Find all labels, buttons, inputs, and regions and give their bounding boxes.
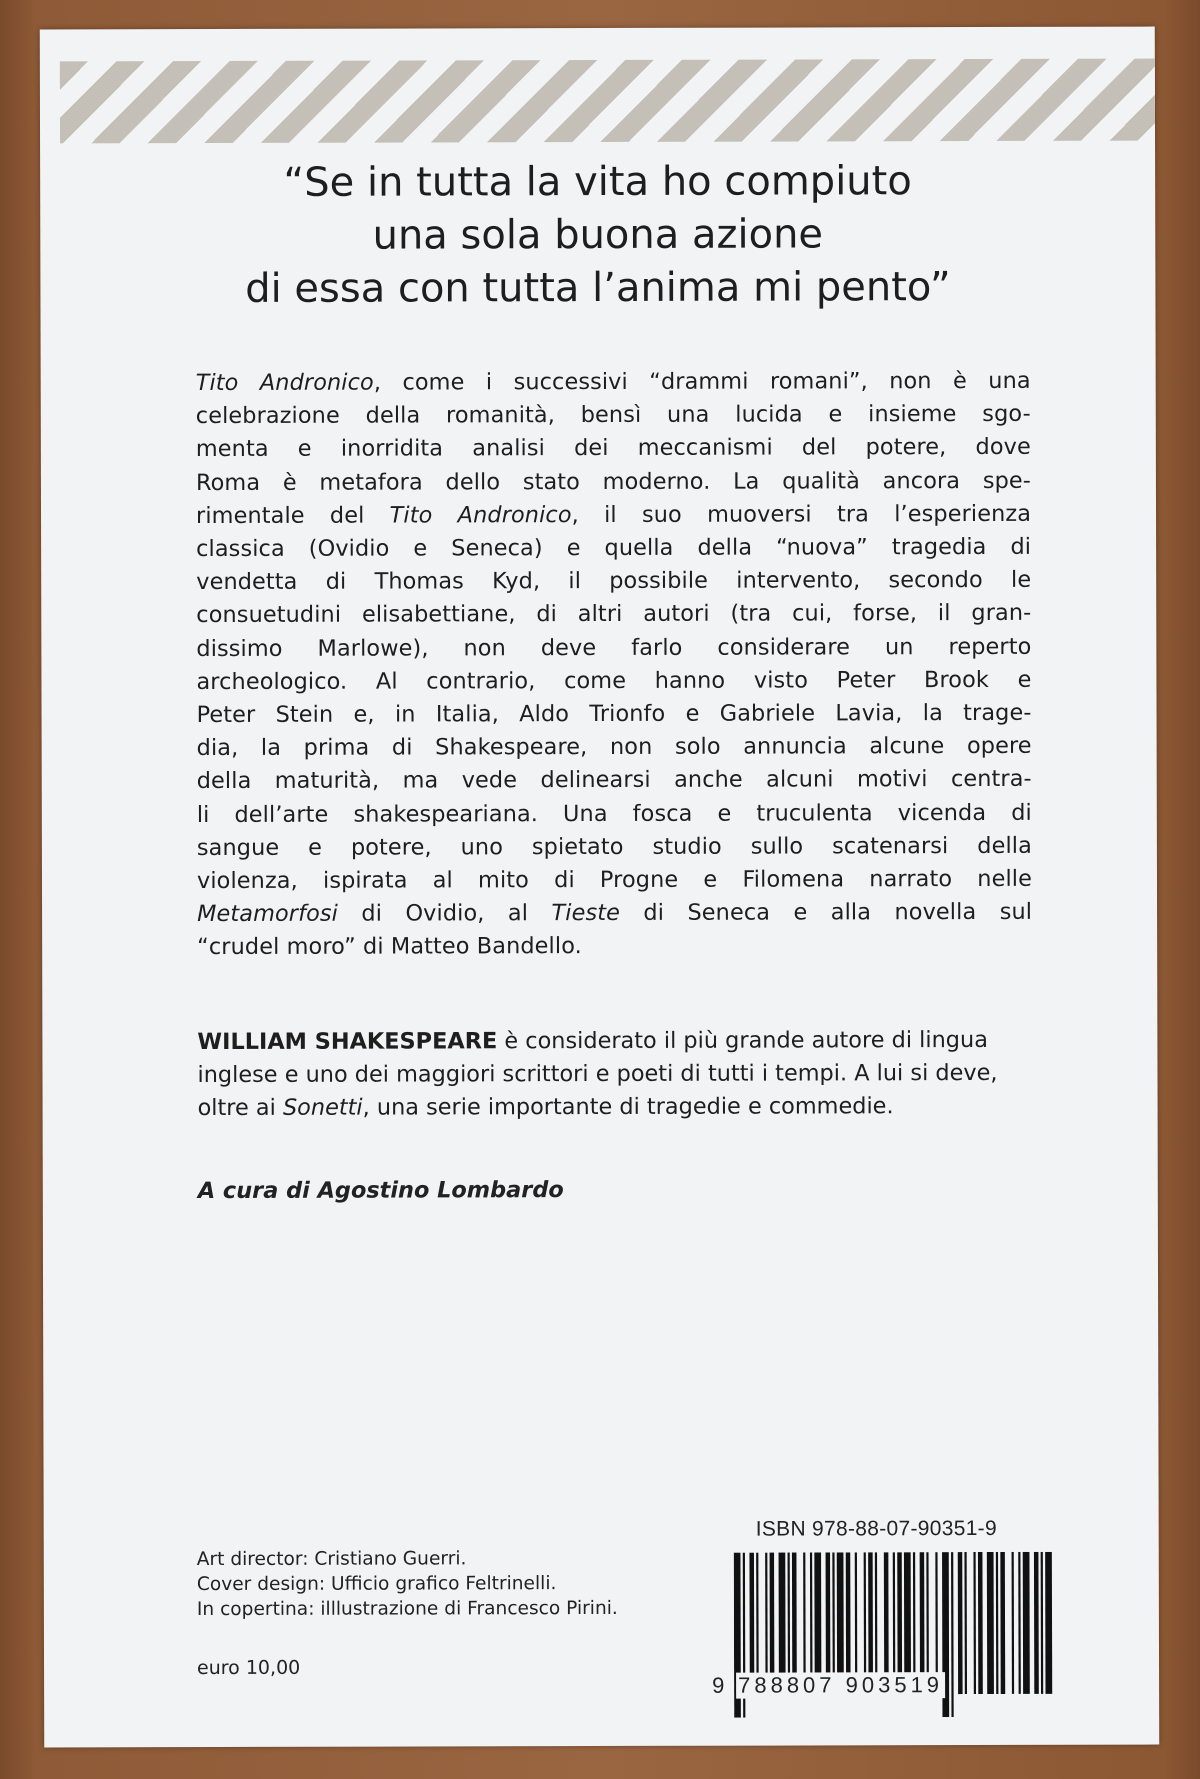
barcode-bar xyxy=(1023,1552,1030,1694)
blurb-line: celebrazione della romanità, bensì una lucida e insieme sgo- xyxy=(195,401,1031,430)
blurb-line: dia, la prima di Shakespeare, non solo annuncia alcune opere xyxy=(196,733,1032,762)
diagonal-stripe-band xyxy=(60,59,1155,144)
blurb-line: Peter Stein e, in Italia, Aldo Trionfo e Gabriele Lavia, la trage- xyxy=(196,699,1032,729)
bio-text: , una serie importante di tragedie e commedie. xyxy=(362,1093,894,1122)
credit-line: Art director: Cristiano Guerri. xyxy=(196,1548,467,1571)
bio-text: oltre ai xyxy=(197,1095,283,1122)
blurb-paragraph xyxy=(196,365,1033,965)
barcode-bar xyxy=(1045,1552,1052,1694)
blurb-text: rimentale del xyxy=(195,502,390,529)
barcode-bar xyxy=(958,1552,963,1694)
barcode-bar xyxy=(996,1552,999,1694)
title-italic: Tito Andronico xyxy=(195,369,374,397)
credit-line: In copertina: illlustrazione di Francesco Pirini. xyxy=(196,1597,618,1621)
credit-line: Cover design: Ufficio grafico Feltrinelli. xyxy=(196,1573,557,1596)
isbn-label: ISBN 978-88-07-90351-9 xyxy=(755,1516,997,1541)
blurb-line xyxy=(197,896,1032,931)
barcode-bar xyxy=(1012,1552,1015,1694)
barcode-bar xyxy=(1018,1552,1021,1694)
blurb-text: , come i successivi “drammi romani”, non è una xyxy=(373,367,1031,396)
blurb-line xyxy=(196,498,1031,533)
blurb-line: li dell’arte shakespeariana. Una fosca e truculenta vicenda di xyxy=(196,799,1032,828)
barcode-bar xyxy=(964,1552,967,1694)
barcode-first-digit: 9 xyxy=(712,1672,729,1698)
blurb-line: Roma è metafora dello stato moderno. La qualità ancora spe- xyxy=(195,467,1031,496)
author-bio xyxy=(197,1024,1032,1126)
barcode-bar xyxy=(987,1552,994,1694)
barcode-bar xyxy=(1034,1552,1039,1694)
curator-credit: A cura di Agostino Lombardo xyxy=(197,1177,564,1205)
blurb-line: violenza, ispirata al mito di Progne e Filomena narrato nelle xyxy=(196,865,1033,895)
blurb-line: sangue e potere, uno spietato studio sullo scatenarsi della xyxy=(196,832,1032,861)
epigraph-quote xyxy=(40,155,1155,317)
blurb-line: classica (Ovidio e Seneca) e quella della “nuova” tragedia di xyxy=(196,533,1032,563)
book-back-cover xyxy=(40,27,1159,1748)
author-name: WILLIAM SHAKESPEARE xyxy=(197,1028,498,1056)
barcode-digit-groups: 788807 903519 xyxy=(738,1672,944,1698)
blurb-line: consuetudini elisabettiane, di altri autori (tra cui, forse, il gran- xyxy=(196,600,1032,629)
barcode-digits xyxy=(712,1672,945,1699)
title-italic: Metamorfosi xyxy=(197,900,338,928)
blurb-text: , il suo muoversi tra l’esperienza xyxy=(571,500,1032,528)
bio-line xyxy=(198,1090,1033,1125)
title-italic: Tito Andronico xyxy=(389,501,572,529)
blurb-line: archeologico. Al contrario, come hanno visto Peter Brook e xyxy=(196,666,1032,695)
bio-text: è considerato il più grande autore di lingua xyxy=(497,1026,988,1055)
barcode-bar xyxy=(1041,1552,1044,1694)
barcode-bar xyxy=(978,1552,983,1694)
quote-line: una sola buona azione xyxy=(372,211,824,259)
barcode-bar xyxy=(1000,1552,1005,1694)
quote-line: di essa con tutta l’anima mi pento” xyxy=(245,264,951,312)
title-italic: Tieste xyxy=(551,900,621,927)
blurb-line: menta e inorridita analisi dei meccanismi del potere, dove xyxy=(195,434,1031,463)
blurb-line: “crudel moro” di Matteo Bandello. xyxy=(197,933,582,961)
blurb-line: vendetta di Thomas Kyd, il possibile intervento, secondo le xyxy=(196,567,1032,596)
price-label: euro 10,00 xyxy=(197,1656,301,1680)
design-credits xyxy=(197,1546,618,1622)
bio-line: inglese e uno dei maggiori scrittori e poeti di tutti i tempi. A lui si deve, xyxy=(197,1060,998,1089)
blurb-line xyxy=(196,365,1031,400)
barcode-bar xyxy=(973,1552,976,1694)
blurb-text: di Seneca e alla novella sul xyxy=(619,899,1033,927)
title-italic: Sonetti xyxy=(282,1095,363,1122)
blurb-line: della maturità, ma vede delinearsi anche alcuni motivi centra- xyxy=(196,766,1032,795)
blurb-text: di Ovidio, al xyxy=(337,900,552,927)
blurb-line: dissimo Marlowe), non deve farlo considerare un reperto xyxy=(196,633,1032,662)
barcode-bar xyxy=(951,1552,954,1717)
quote-line: “Se in tutta la vita ho compiuto xyxy=(283,158,912,206)
bio-line xyxy=(197,1024,1032,1059)
